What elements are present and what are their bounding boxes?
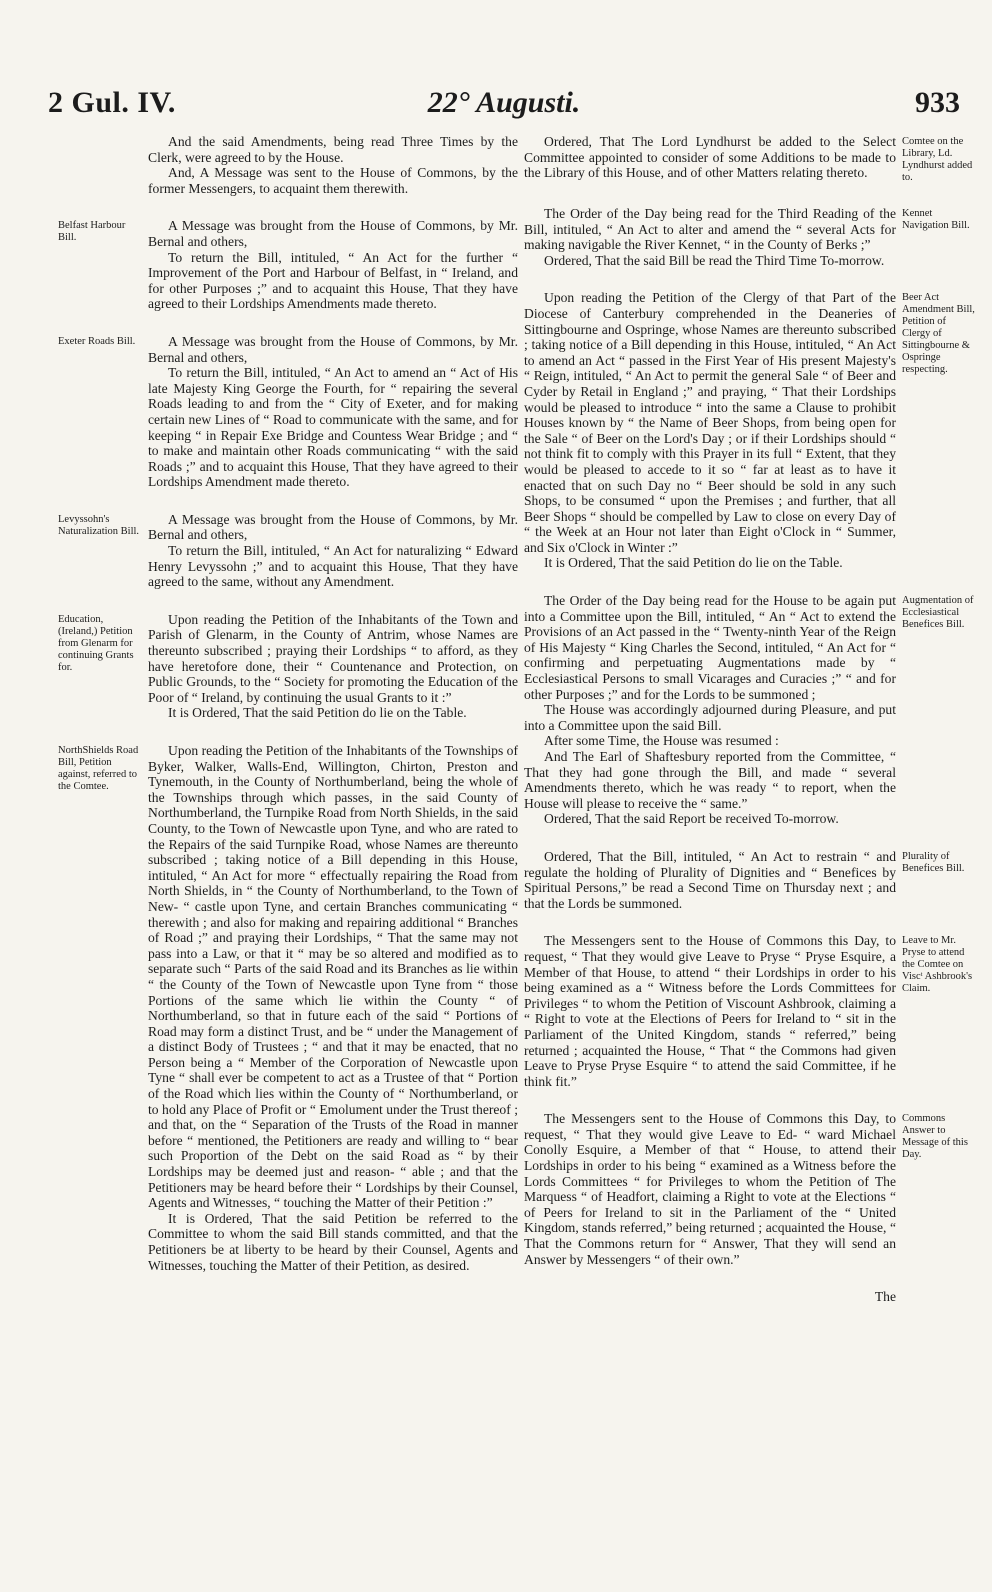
margin-note: NorthShields Road Bill, Petition against, referred to the Comtee. — [58, 745, 139, 792]
catchword: The — [874, 1289, 896, 1305]
entry-paragraph: The House was accordingly adjourned during Pleasure, and put into a Committee upon the said Bill. — [524, 702, 896, 733]
entry-paragraph: The Order of the Day being read for the Third Reading of the Bill, intituled, “ An Act to alter and amend the “ several Acts for making navigable the River Kennet, “ in the County of Berks ;” — [524, 206, 896, 253]
running-head-left: 2 Gul. IV. — [48, 86, 176, 119]
margin-note: Levyssohn's Naturalization Bill. — [58, 513, 140, 537]
margin-note: Commons Answer to Message of this Day. — [902, 1113, 968, 1161]
entry-body — [148, 743, 518, 1273]
entry-paragraph: The Messengers sent to the House of Commons this Day, to request, “ That they would give Leave to Ed- “ ward Michael Conolly Esquire, a Member of that “ House, to attend their Lordships in order to his being “ examined as a Witness before the Lords Committees “ for Privileges to whom the Petition of The Marquess “ of Headfort, claiming a Right to vote at the Elections “ of Peers for Ireland to sit in the Parliament of the “ United Kingdom, stands referred,” being returned ; acquainted the House, “ That the Commons return for “ Answer, That they will send an Answer by Messengers “ of their own.” — [524, 1111, 896, 1267]
entry-paragraph: The Order of the Day being read for the House to be again put into a Committee upon the Bill, intituled, “ An “ Act to extend the Provisions of an Act passed in the “ Twenty-ninth Year of the Reign of His Majesty “ King Charles the Second, intituled, “ An Act for “ confirming and perpetuating Augmentations made by “ Ecclesiastical Persons to small Vicarages and Curacies ;” “ and for other Purposes ;” and for the Lords to be summoned ; — [524, 593, 896, 702]
entry-paragraph: A Message was brought from the House of Commons, by Mr. Bernal and others, — [148, 511, 518, 543]
entry-body — [524, 849, 896, 911]
entry-paragraph: Upon reading the Petition of the Inhabitants of the Townships of Byker, Walker, Walls-End, Willington, Chirton, Preston and Tynemouth, in the County of Northumberland, being the whole of the Townships through which passes, in the said County of Northumberland, the Turnpike Road from North Shields, in the said County, to the Town of Newcastle upon Tyne, and who are rated to the Repairs of the said Turnpike Road, whose Names are thereunto subscribed ; taking notice of a Bill depending in this House, intituled, “ An Act for more “ effectually repairing the Road from North Shields, in “ the County of Northumberland, to the Town of New- “ castle upon Tyne, and certain Branches communicating “ therewith ; and also for making and repairing additional “ Branches of Road ;” and praying their Lordships, “ That the same may not pass into a Law, or that it “ may be so altered and modified as to separate such “ Parts of the said Road and its Branches as lie within “ the County of the Town of Newcastle upon Tyne from “ those Portions of the same which lie within the County “ of Northumberland, so that in future each of the said “ Portions of Road may form a distinct Trust, and be “ under the Management of a distinct Body of Trustees ; “ and that it may be enacted, that no Person being a “ Member of the Corporation of Newcastle upon Tyne “ shall ever be competent to act as a Trustee of that “ Portion of the Road which lies within the County of “ Northumberland, or to hold any Place of Profit or “ Emolument under the Trust thereof ; and that, on the “ Separation of the Trusts of the Road in manner before “ mentioned, the Petitioners are ready and willing to “ bear such Proportion of the Debt on the said Road as “ by their Lordships may be deemed just and reason- “ able ; and that the Petitioners may be heard before their “ Lordships by their Counsel, Agents and Witnesses, “ touching the Matter of their Petition :” — [148, 743, 518, 1211]
entry-paragraph: To return the Bill, intituled, “ An Act to amend an “ Act of His late Majesty King George the Fourth, for “ repairing the several Roads leading to and from the “ City of Exeter, and for making certain new Lines of “ Road to communicate with the same, and for keeping “ in Repair Exe Bridge and Countess Wear Bridge ; and “ to make and maintain other Roads communicating “ with the said Roads ;” and to acquaint this House, That they have agreed to their Lordships Amendment made thereto. — [148, 365, 518, 490]
margin-note: Comtee on the Library, Ld. Lyndhurst added to. — [902, 136, 973, 183]
entry-body — [524, 593, 896, 827]
entry-paragraph: It is Ordered, That the said Petition do lie on the Table. — [168, 705, 467, 721]
journal-entry — [524, 134, 976, 184]
entry-paragraph: And the said Amendments, being read Three Times by the Clerk, were agreed to by the House. — [148, 134, 518, 165]
journal-entry — [58, 612, 518, 721]
margin-note: Leave to Mr. Pryse to attend the Comtee on Viscᵗ Ashbrook's Claim. — [902, 935, 973, 995]
margin-note: Beer Act Amendment Bill, Petition of Clergy of Sittingbourne & Ospringe respecting. — [902, 292, 975, 376]
entry-paragraph: The Messengers sent to the House of Commons this Day, to request, “ That they would give Leave to Pryse “ Pryse Esquire, a Member of that House, to attend “ their Lordships in order to his being examined as a “ Witness before the Lords Committees for Privileges “ to whom the Petition of Viscount Ashbrook, claiming a “ Right to vote at the Elections of Peers for Ireland to “ sit in the Parliament of the United Kingdom, stands “ referred,” being returned ; acquainted the House, “ That “ the Commons had given Leave to Pryse Pryse Esquire “ to attend the said Committee, if he think fit.” — [524, 933, 896, 1089]
entry-body — [148, 334, 518, 490]
margin-note: Exeter Roads Bill. — [58, 335, 136, 347]
entry-paragraph: A Message was brought from the House of Commons, by Mr. Bernal and others, — [148, 218, 518, 249]
entry-body — [148, 134, 518, 196]
journal-entry — [58, 134, 518, 196]
entry-paragraph: Ordered, That The Lord Lyndhurst be added to the Select Committee appointed to consider of some Additions to be made to the Library of this House, and of other Matters relating thereto. — [524, 134, 896, 181]
entry-body — [148, 218, 518, 312]
entry-paragraph: And The Earl of Shaftesbury reported from the Committee, “ That they had gone through the Bill, and made “ several Amendments thereto, which he was ready “ to report, when the House will please to receive the “ same.” — [524, 749, 896, 811]
entry-body — [524, 933, 896, 1089]
entry-paragraph: Upon reading the Petition of the Clergy of that Part of the Diocese of Canterbury comprehended in the Deaneries of Sittingbourne and Ospringe, whose Names are thereunto subscribed ; taking notice of a Bill depending in this House, intituled, “ An Act to amend an Act “ passed in the First Year of His present Majesty's “ Reign, intituled, “ An Act to permit the general Sale “ of Beer and Cyder by Retail in England ;” and praying, “ That their Lordships would be pleased to introduce “ into the same a Clause to prohibit Houses known by “ the Name of Beer Shops, from being open for the Sale “ of Beer on the Lord's Day ; or if their Lordships should “ not think fit to comply with this Prayer in its full “ Extent, that they would be pleased to accede to it so “ far at least as to have it enacted that on such Day no “ Beer should be sold in any such Shops, to be consumed “ upon the Premises ; and further, that all Beer Shops “ should be compelled by Law to close on every Day of “ the Week at an Hour not later than Eight o'Clock in “ Summer, and Six o'Clock in Winter :” — [524, 290, 896, 555]
journal-entry — [524, 849, 976, 911]
entry-paragraph: To return the Bill, intituled, “ An Act for naturalizing “ Edward Henry Levyssohn ;” and to acquaint this House, That they have agreed to the same, without any Amendment. — [148, 543, 518, 590]
journal-entry — [58, 334, 518, 490]
journal-entry — [524, 933, 976, 1089]
margin-note: Plurality of Benefices Bill. — [902, 850, 965, 874]
right-column — [524, 134, 976, 1305]
entry-paragraph: And, A Message was sent to the House of Commons, by the former Messengers, to acquaint them therewith. — [148, 165, 518, 196]
left-column — [58, 134, 518, 1295]
page-number: 933 — [915, 86, 960, 119]
entry-paragraph: Upon reading the Petition of the Inhabitants of the Town and Parish of Glenarm, in the County of Antrim, whose Names are thereunto subscribed ; praying their Lordships “ to afford, as they have heretofore done, their “ Countenance and Protection, on Public Grounds, to the “ Society for promoting the Education of the Poor of “ Ireland, by continuing the usual Grants to it :” — [148, 611, 518, 705]
page-header — [48, 86, 960, 126]
margin-note: Kennet Navigation Bill. — [902, 208, 970, 231]
journal-entry — [524, 206, 976, 268]
margin-note: Augmentation of Ecclesiastical Benefices Bill. — [902, 595, 974, 631]
entry-body — [524, 290, 896, 571]
entry-body — [524, 206, 896, 268]
entry-body — [524, 1111, 896, 1267]
entry-paragraph: It is Ordered, That the said Petition be referred to the Committee to whom the said Bill stands committed, and that the Petitioners be at liberty to be heard by their Counsel, Agents and Witnesses, touching the Matter of their Petition, as desired. — [148, 1210, 518, 1273]
entry-paragraph: Ordered, That the Bill, intituled, “ An Act to restrain “ and regulate the holding of Plurality of Dignities and “ Benefices by Spiritual Persons,” be read a Second Time on Thursday next ; and that the Lords be summoned. — [524, 848, 896, 911]
journal-entry — [524, 290, 976, 571]
margin-note: Education, (Ireland,) Petition from Glenarm for continuing Grants for. — [58, 613, 134, 673]
margin-note: Belfast Harbour Bill. — [58, 220, 126, 244]
journal-entry — [524, 1111, 976, 1267]
entry-body — [148, 512, 518, 590]
journal-entry — [524, 593, 976, 827]
entry-paragraph: To return the Bill, intituled, “ An Act for the further “ Improvement of the Port and Harbour of Belfast, in “ Ireland, and for other Purposes ;” and to acquaint this House, That they have agreed to their Lordships Amendments made thereto. — [148, 249, 518, 312]
margin-note — [58, 134, 148, 196]
running-head-date: 22° Augusti. — [427, 86, 581, 119]
entry-body — [524, 134, 896, 184]
journal-entry — [58, 743, 518, 1273]
entry-paragraph: Ordered, That the said Report be received To-morrow. — [544, 811, 839, 827]
entry-paragraph: Ordered, That the said Bill be read the Third Time To-morrow. — [544, 252, 885, 268]
entry-paragraph: A Message was brought from the House of Commons, by Mr. Bernal and others, — [148, 333, 518, 365]
entry-body — [148, 612, 518, 721]
entry-paragraph: It is Ordered, That the said Petition do lie on the Table. — [544, 555, 843, 571]
journal-entry — [58, 512, 518, 590]
entry-paragraph: After some Time, the House was resumed : — [544, 733, 779, 749]
journal-entry — [58, 218, 518, 312]
